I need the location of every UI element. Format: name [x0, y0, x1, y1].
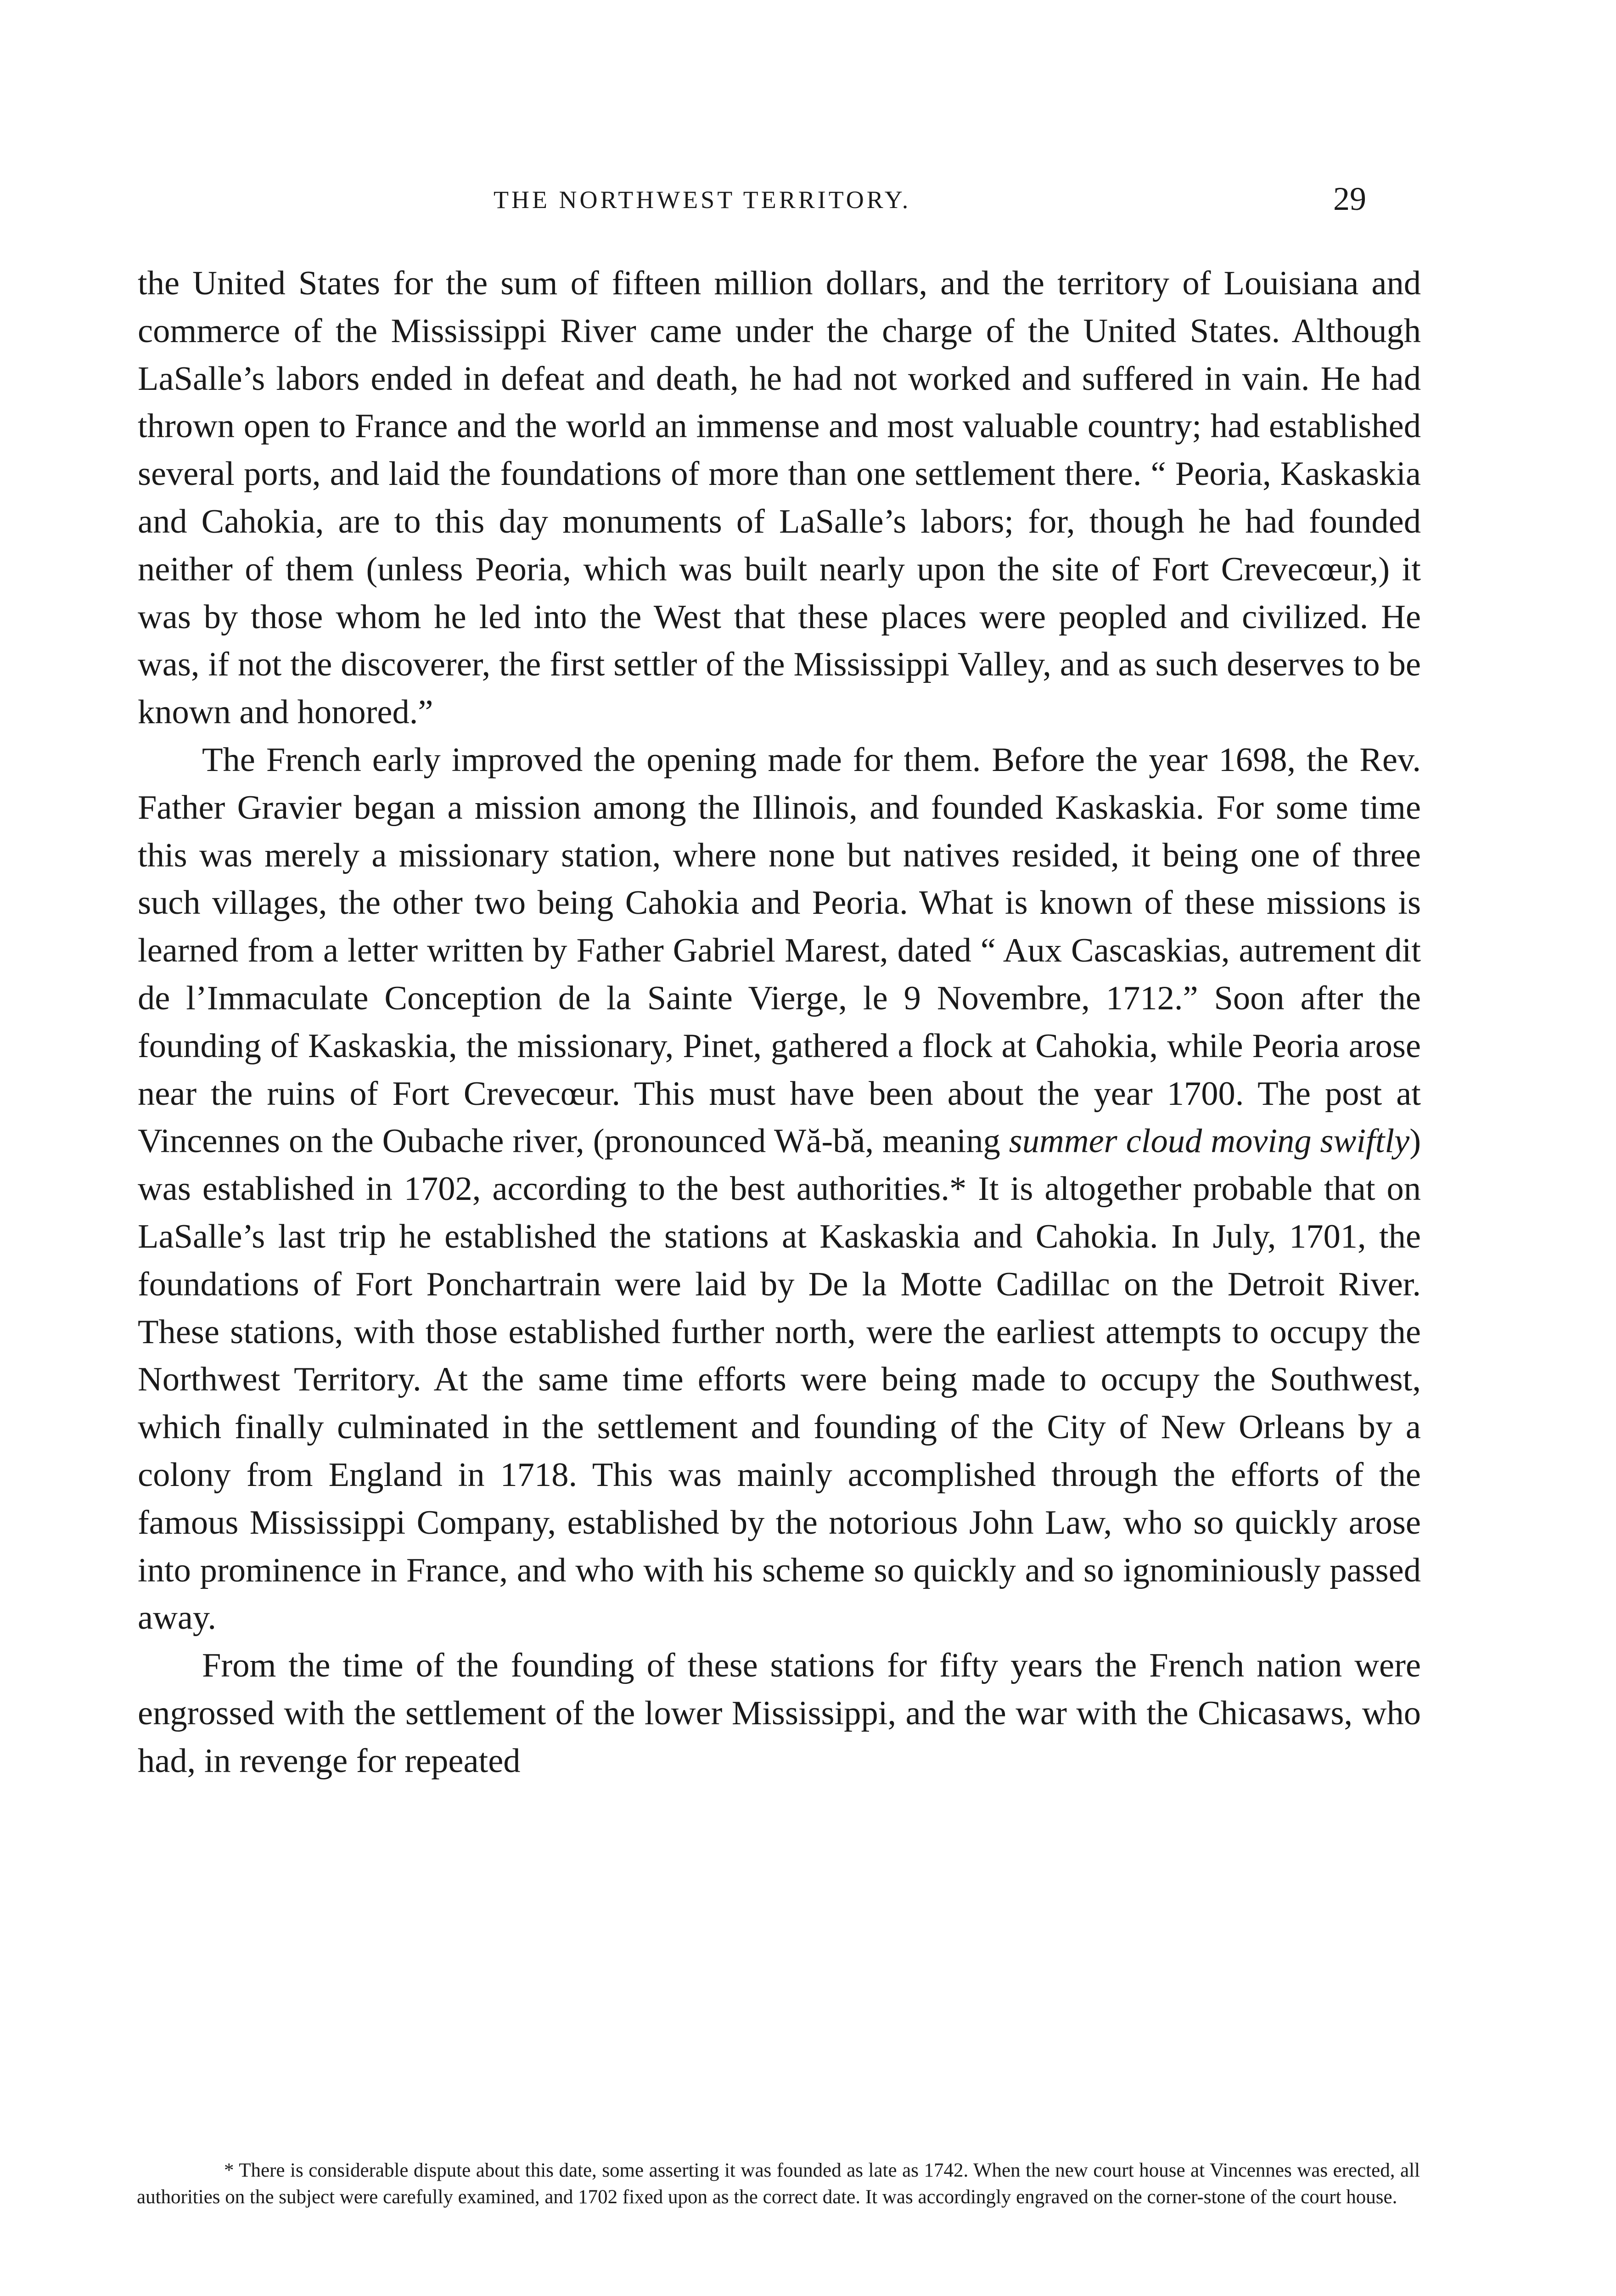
footnote-text: * There is considerable dispute about this date, some asserting it was founded as late as 1742. When the new court house at Vincennes was erected, all authorities on the subject were carefully examined, and 1702 fixed upon as the correct date. It was accordingly engraved on the corner-stone of the court house.: [137, 2160, 1420, 2208]
page-number: 29: [1333, 180, 1366, 217]
paragraph-2-part-b: ) was established in 1702, according to the best authorities.* It is altogether probable that on LaSalle’s last trip he established the stations at Kaskaskia and Cahokia. In July, 1701, the foundations of Fort Ponchartrain were laid by De la Motte Cadillac on the Detroit River. These stations, with those established further north, were the earliest attempts to occupy the Northwest Territory. At the same time efforts were being made to occupy the Southwest, which finally culminated in the settlement and founding of the City of New Orleans by a colony from England in 1718. This was mainly accomplished through the efforts of the famous Mississippi Company, established by the notorious John Law, who so quickly arose into prominence in France, and who with his scheme so quickly and so ignominiously passed away.: [138, 1122, 1421, 1637]
footnote: [137, 2157, 1420, 2211]
paragraph-2: [138, 737, 1421, 1642]
paragraph-3: From the time of the founding of these stations for fifty years the French nation were engrossed with the settlement of the lower Mississippi, and the war with the Chicasaws, who had, in revenge for repeated: [138, 1647, 1421, 1780]
running-head: [0, 180, 1616, 231]
paragraph-1: the United States for the sum of fifteen million dollars, and the territory of Louisiana and commerce of the Mississippi River came under the charge of the United States. Although LaSalle’s labors ended in defeat and death, he had not worked and suffered in vain. He had thrown open to France and the world an immense and most valuable country; had established several ports, and laid the foundations of more than one settlement there. “ Peoria, Kaskaskia and Cahokia, are to this day monuments of LaSalle’s labors; for, though he had founded neither of them (unless Peoria, which was built nearly upon the site of Fort Crevecœur,) it was by those whom he led into the West that these places were peopled and civilized. He was, if not the discoverer, the first settler of the Mississippi Valley, and as such deserves to be known and honored.”: [138, 264, 1421, 732]
paragraph-2-italic-phrase: summer cloud moving swiftly: [1009, 1122, 1410, 1160]
body-text: [138, 260, 1421, 1785]
running-title: THE NORTHWEST TERRITORY.: [494, 186, 911, 214]
paragraph-2-part-a: The French early improved the opening made for them. Before the year 1698, the Rev. Father Gravier began a mission among the Illinois, and founded Kaskaskia. For some time this was merely a missionary station, where none but natives resided, it being one of three such villages, the other two being Cahokia and Peoria. What is known of these missions is learned from a letter written by Father Gabriel Marest, dated “ Aux Cascaskias, autrement dit de l’Immaculate Conception de la Sainte Vierge, le 9 Novembre, 1712.” Soon after the founding of Kaskaskia, the missionary, Pinet, gathered a flock at Cahokia, while Peoria arose near the ruins of Fort Crevecœur. This must have been about the year 1700. The post at Vincennes on the Oubache river, (pronounced Wă-bă, meaning: [138, 741, 1421, 1160]
